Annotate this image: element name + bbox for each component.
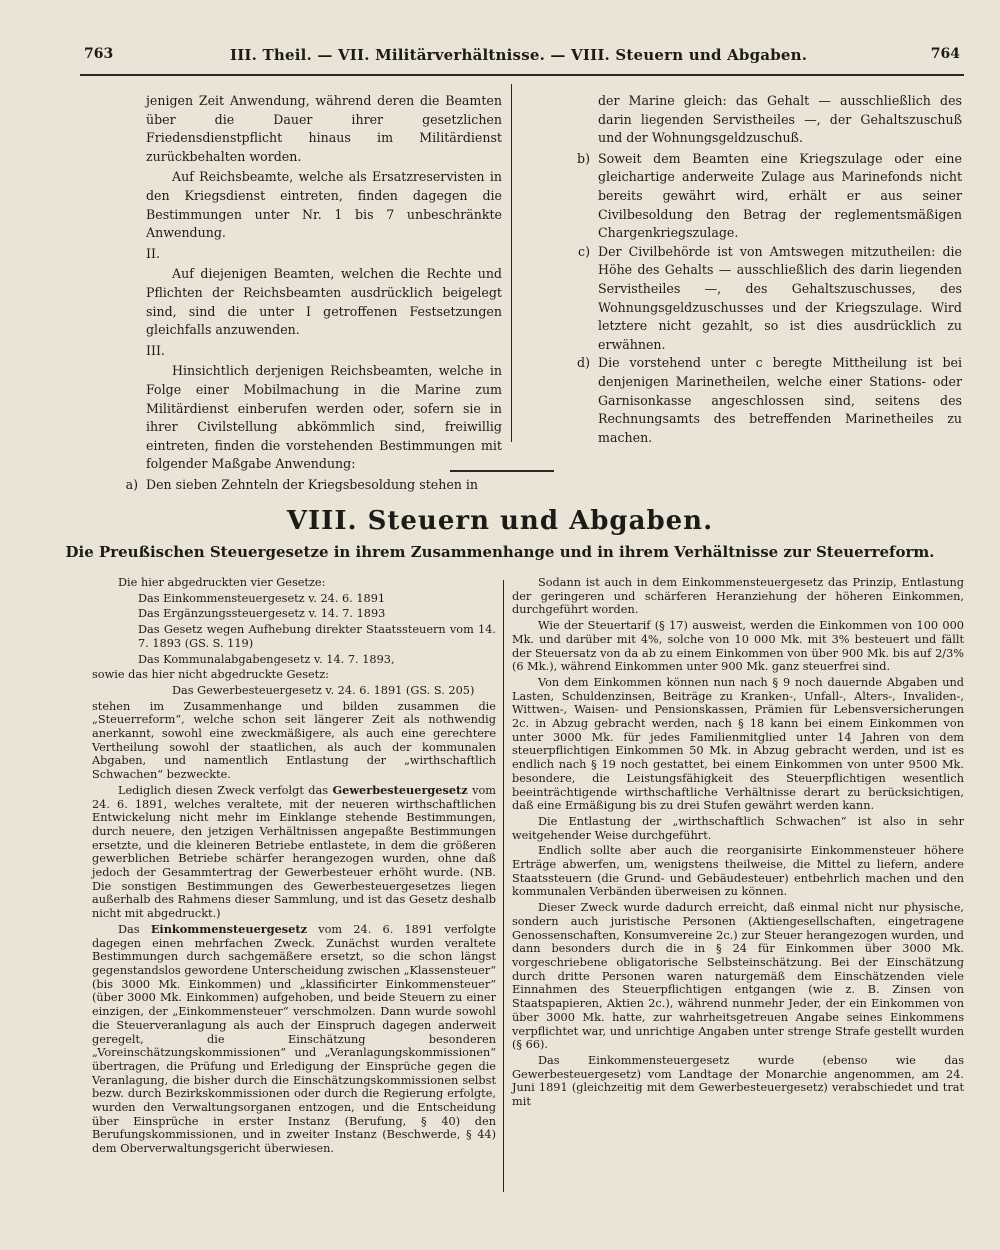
paragraph: Hinsichtlich derjenigen Reichsbeamten, welche in Folge einer Mobilmachung in die Marine zum Militärdienst einberufen werden oder, sofern sie in ihrer Civilstellung abkömmlich sind, freiwillig eintreten, finden die vorstehenden Bestimmungen mit folgender Maßgabe Anwendung:: [146, 363, 502, 472]
text-run: Lediglich diesen Zweck verfolgt das: [118, 783, 333, 797]
header-rule: [80, 74, 964, 76]
list-item-d: [522, 354, 962, 447]
paragraph: der Marine gleich: das Gehalt — ausschließlich des darin liegenden Servistheiles —, der Gehaltszuschuß und der Wohnungsgeldzuschuß.: [598, 93, 962, 146]
law-item: Das Kommunalabgabengesetz v. 14. 7. 1893,: [138, 652, 395, 666]
section-title: VIII. Steuern und Abgaben.: [286, 506, 714, 536]
column-divider-top: [511, 84, 512, 442]
emphasis: Einkommensteuergesetz: [150, 921, 307, 936]
paragraph: stehen im Zusammenhange und bilden zusammen die „Steuerreform“, welche schon seit längerer Zeit als nothwendig anerkannt, sowohl eine zweckmäßigere, als auch eine gerechtere Vertheilung sowohl der staatlichen, als auch der kommunalen Abgaben, und namentlich Entlastung der „wirthschaftlich Schwachen“ bezweckte.: [92, 699, 496, 782]
paragraph: Das Einkommensteuergesetz wurde (ebenso wie das Gewerbesteuergesetz) vom Landtage der Monarchie angenommen, am 24. Juni 1891 (gleichzeitig mit dem Gewerbesteuergesetz) verabschiedet und trat mit: [512, 1053, 964, 1109]
list-label: c): [578, 243, 590, 259]
roman-heading: II.: [146, 245, 160, 261]
list-text: Den sieben Zehnteln der Kriegsbesoldung stehen in: [146, 476, 479, 492]
list-label: b): [577, 150, 590, 166]
list-text: Die vorstehend unter c beregte Mittheilung ist bei denjenigen Marinetheilen, welche einer Stations- oder Garnisonkasse angeschlossen sind, seitens des Rechnungsamts des betreffenden Marinetheiles zu machen.: [598, 355, 962, 445]
roman-heading: III.: [146, 342, 165, 358]
text-run: Das: [118, 922, 151, 936]
list-item-c: [522, 243, 962, 355]
paragraph: jenigen Zeit Anwendung, während deren die Beamten über die Dauer ihrer gesetzlichen Friedensdienstpflicht hinaus im Militärdienst zurückbehalten worden.: [146, 93, 502, 164]
running-header-title: III. Theil. — VII. Militärverhältnisse. — VIII. Steuern und Abgaben.: [230, 46, 808, 64]
law-item: Das Einkommensteuergesetz v. 24. 6. 1891: [138, 591, 386, 605]
bottom-left-column: [92, 576, 496, 1158]
list-item-b: [522, 150, 962, 243]
paragraph: sowie das hier nicht abgedruckte Gesetz:: [92, 668, 329, 682]
paragraph: [92, 784, 496, 921]
paragraph: [92, 923, 496, 1156]
paragraph: Dieser Zweck wurde dadurch erreicht, daß einmal nicht nur physische, sondern auch juristische Personen (Aktiengesellschaften, eingetragene Genossenschaften, Konsumvereine 2c.) zur Steuer herangezogen wurden, und dann besonders durch die in § 24 für Einkommen über 3000 Mk. vorgeschriebene obligatorische Selbsteinschätzung. Bei der Einschätzung durch dritte Personen waren naturgemäß dem Einschätzenden viele Einnahmen des Steuerpflichtigen entgangen (wie z. B. Zinsen von Staatspapieren, Aktien 2c.), während nunmehr Jeder, der ein Einkommen von über 3000 Mk. hatte, zur wahrheitsgetreuen Angabe seines Einkommens verpflichtet war, und unrichtige Angaben unter strenge Strafe gestellt wurden (§ 66).: [512, 901, 964, 1052]
column-divider-bottom: [503, 580, 504, 1192]
list-text: Der Civilbehörde ist von Amtswegen mitzutheilen: die Höhe des Gehalts — ausschließlich des darin liegenden Servistheiles —, des Gehaltszuschusses, des Wohnungsgeldzuschusses und der Kriegszulage. Wird letztere nicht gezahlt, so ist dies ausdrücklich zu erwähnen.: [598, 243, 962, 352]
page-number-left: 763: [84, 46, 114, 62]
section-separator: [450, 470, 554, 472]
paragraph: Sodann ist auch in dem Einkommensteuergesetz das Prinzip, Entlastung der geringeren und schärferen Heranziehung der höheren Einkommen, durchgeführt worden.: [512, 576, 964, 617]
paragraph: Die Entlastung der „wirthschaftlich Schwachen“ ist also in sehr weitgehender Weise durchgeführt.: [512, 814, 964, 842]
law-item: Das Gesetz wegen Aufhebung direkter Staatssteuern vom 14. 7. 1893 (GS. S. 119): [138, 623, 496, 650]
list-label: d): [577, 355, 590, 371]
top-right-column: [522, 92, 962, 447]
paragraph: Auf Reichsbeamte, welche als Ersatzreservisten in den Kriegsdienst eintreten, finden dagegen die Bestimmungen unter Nr. 1 bis 7 unbeschränkte Anwendung.: [146, 169, 502, 241]
page-number-right: 764: [930, 46, 960, 62]
paragraph: Wie der Steuertarif (§ 17) ausweist, werden die Einkommen von 100 000 Mk. und darüber mit 4%, solche von 10 000 Mk. mit 3% besteuert und fällt der Steuersatz von da ab zu einem Einkommen von über 900 Mk. bis auf 2/3% (6 Mk.), während Einkommen unter 900 Mk. ganz steuerfrei sind.: [512, 619, 964, 674]
list-label: a): [125, 476, 138, 492]
law-item: Das Ergänzungssteuergesetz v. 14. 7. 1893: [138, 607, 386, 621]
paragraph: Auf diejenigen Beamten, welchen die Rechte und Pflichten der Reichsbeamten ausdrücklich beigelegt sind, sind die unter I getroffenen Festsetzungen gleichfalls anzuwenden.: [146, 266, 502, 338]
list-item-a: [106, 476, 502, 495]
bottom-right-column: [512, 576, 964, 1111]
list-text: Soweit dem Beamten eine Kriegszulage oder eine gleichartige anderweite Zulage aus Marinefonds nicht bereits gewährt wird, erhält er aus seiner Civilbesoldung den Betrag der reglementsmäßigen Chargenkriegszulage.: [598, 150, 962, 241]
paragraph: Die hier abgedruckten vier Gesetze:: [118, 576, 326, 589]
paragraph: Von dem Einkommen können nun nach § 9 noch dauernde Abgaben und Lasten, Schuldenzinsen, Beiträge zu Kranken-, Unfall-, Alters-, Invaliden-, Wittwen-, Waisen- und Pensionskassen, Prämien für Lebensversicherungen 2c. in Abzug gebracht werden, nach § 18 kann bei einem Einkommen von unter 3000 Mk. für jedes Familienmitglied unter 14 Jahren von dem steuerpflichtigen Einkommen 50 Mk. in Abzug gebracht werden, und ist es endlich nach § 19 noch gestattet, bei einem Einkommen von unter 9500 Mk. besondere, die Leistungsfähigkeit des Steuerpflichtigen wesentlich beeinträchtigende wirthschaftliche Verhältnisse derart zu berücksichtigen, daß eine Ermäßigung bis zu drei Stufen gewährt werden kann.: [512, 675, 964, 813]
top-left-column: [125, 92, 502, 494]
section-subtitle: Die Preußischen Steuergesetze in ihrem Zusammenhange und in ihrem Verhältnisse zur Steuerreform.: [65, 543, 935, 561]
paragraph: Endlich sollte aber auch die reorganisirte Einkommensteuer höhere Erträge abwerfen, um, wenigstens theilweise, die Mittel zu liefern, andere Staatssteuern (die Grund- und Gebäudesteuer) entbehrlich machen und den kommunalen Verbänden überweisen zu können.: [512, 844, 964, 899]
text-run: vom 24. 6. 1891 verfolgte dagegen einen mehrfachen Zweck. Zunächst wurden veraltete Bestimmungen durch sachgemäßere ersetzt, so die schon längst gegenstandslos gewordene Unterscheidung zwischen „Klassensteuer“ (bis 3000 Mk. Einkommen) und „klassificirter Einkommensteuer“ (über 3000 Mk. Einkommen) aufgehoben, und beide Steuern zu einer einzigen, der „Einkommensteuer“ verschmolzen. Dann wurde sowohl die Steuerveranlagung als auch der Einspruch dagegen anderweit geregelt, die Einschätzung besonderen „Voreinschätzungskommissionen“ und „Veranlagungskommissionen“ übertragen, die Prüfung und Erledigung der Einsprüche gegen die Veranlagung, die bisher durch die Einschätzungskommissionen selbst bezw. durch Bezirkskommissionen oder durch die Regierung erfolgte, wurden den Verwaltungsorganen entzogen, und die Entscheidung über Einsprüche in erster Instanz (Berufung, § 40) den Berufungskommissionen, und in zweiter Instanz (Beschwerde, § 44) dem Oberverwaltungsgericht überwiesen.: [92, 922, 496, 1156]
text-run: vom 24. 6. 1891, welches veraltete, mit der neueren wirthschaftlichen Entwickelung nicht mehr im Einklange stehende Bestimmungen, durch neuere, den jetzigen Verhältnissen angepaßte Bestimmungen ersetzte, und die kleineren Betriebe entlastete, in dem die größeren gewerblichen Betriebe schärfer herangezogen wurden, ohne daß jedoch der Gesammtertrag der Gewerbesteuer erhöht wurde. (NB. Die sonstigen Bestimmungen des Gewerbesteuergesetzes liegen außerhalb des Rahmens dieser Sammlung, und ist das Gesetz deshalb nicht mit abgedruckt.): [92, 783, 496, 921]
emphasis: Gewerbesteuergesetz: [332, 782, 468, 797]
law-item: Das Gewerbesteuergesetz v. 24. 6. 1891 (GS. S. 205): [172, 683, 475, 697]
